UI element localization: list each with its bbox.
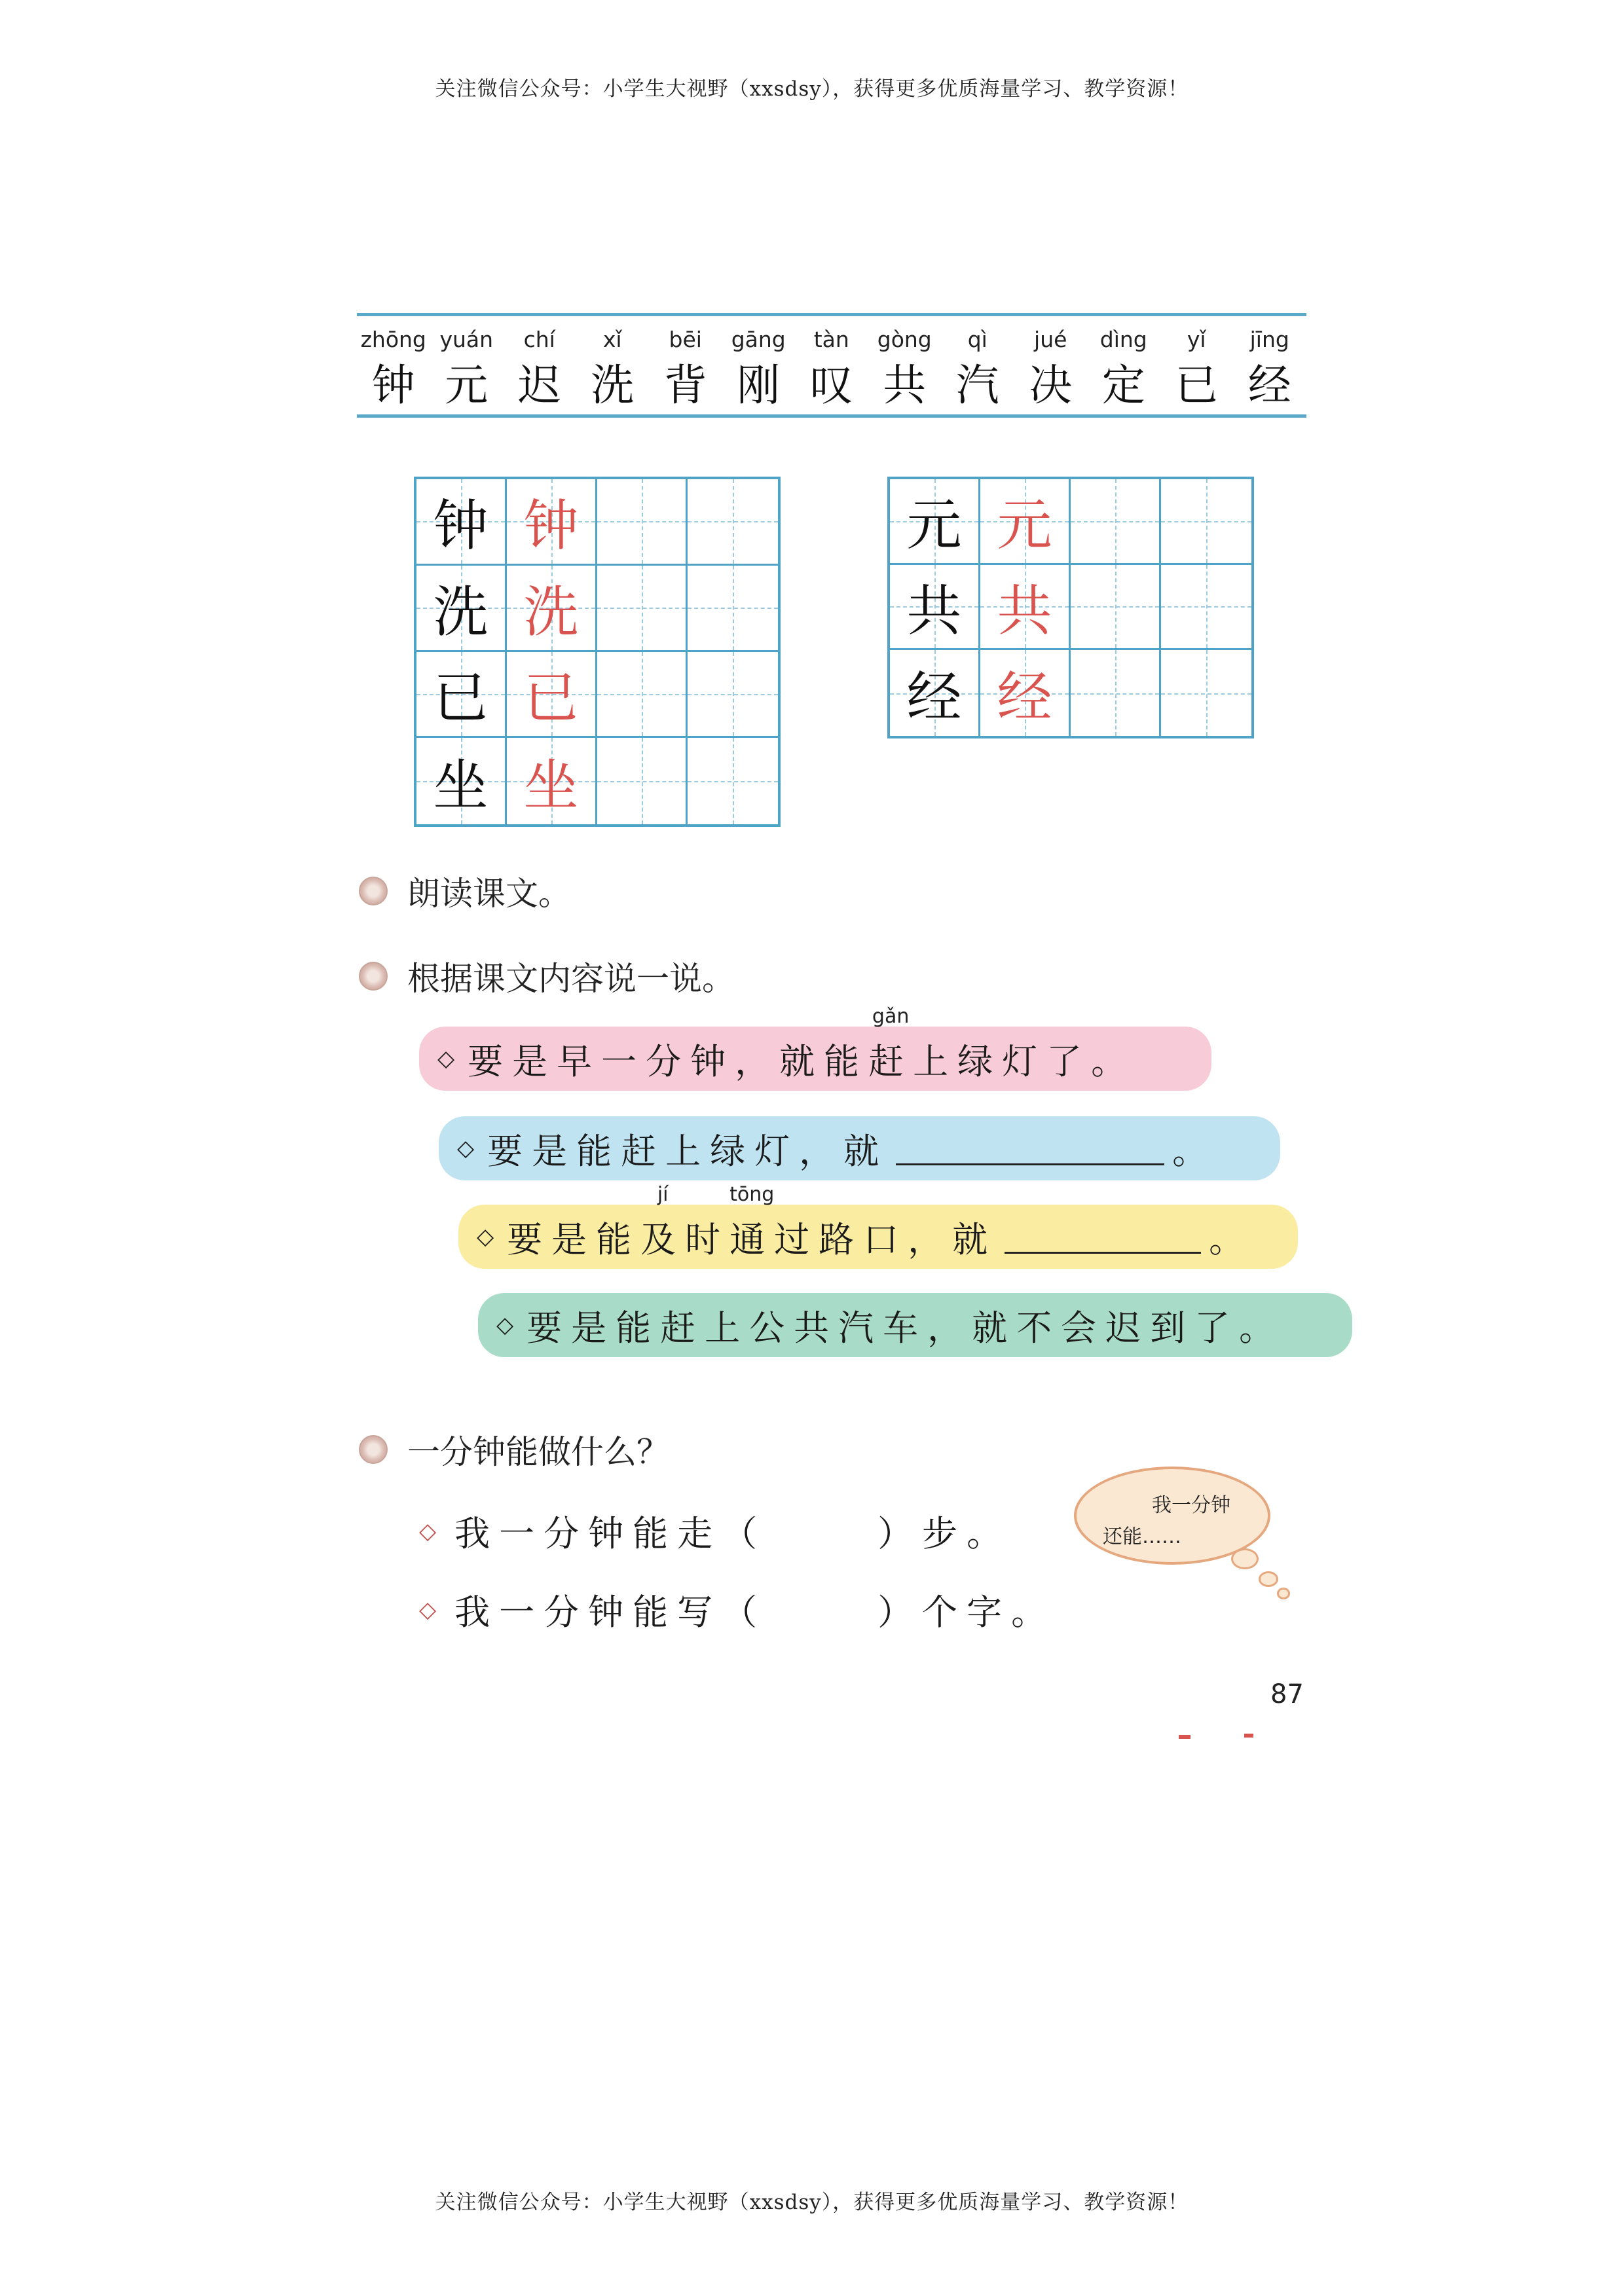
- grid-char-cell: [890, 650, 980, 736]
- band-text: 要是能: [507, 1218, 641, 1260]
- trace-char: 坐: [523, 753, 579, 818]
- model-char: 元: [906, 493, 962, 558]
- vocab-item: [868, 316, 942, 414]
- vocab-item: [503, 316, 576, 414]
- item-text: 我一分钟能走（: [454, 1513, 767, 1554]
- ruby-pinyin: gǎn: [872, 1004, 910, 1028]
- red-mark: [1244, 1734, 1253, 1738]
- trace-char: 钟: [523, 493, 579, 558]
- grid-char-cell: [980, 650, 1071, 736]
- bubble-dot: [1231, 1548, 1259, 1569]
- grid-empty-cell[interactable]: [597, 479, 688, 566]
- writing-grid-right: [887, 477, 1254, 738]
- model-char: 钟: [433, 493, 489, 558]
- item-text: ）个字。: [877, 1592, 1056, 1633]
- vocab-row: [357, 316, 1306, 414]
- vocab-item: [1160, 316, 1234, 414]
- vocab-item: [430, 316, 504, 414]
- bubble-dot: [1277, 1588, 1290, 1599]
- vocab-item: [795, 316, 868, 414]
- grid-char-cell: [416, 738, 507, 824]
- band-text: 上绿灯了。: [913, 1040, 1136, 1082]
- vocab-char: 已: [1175, 360, 1219, 410]
- diamond-icon: ◇: [419, 1518, 437, 1544]
- section-one-minute: [359, 1426, 669, 1473]
- writing-grid-left: [414, 477, 781, 827]
- diamond-icon: ◇: [477, 1224, 494, 1250]
- band-text: 要是早一分钟，就能: [468, 1040, 869, 1082]
- trace-char: 经: [997, 665, 1052, 730]
- ruby-char: [729, 1182, 775, 1262]
- vocab-pinyin: gòng: [877, 327, 932, 352]
- model-char: 经: [906, 665, 962, 730]
- band-text: 。: [1209, 1218, 1254, 1260]
- vocab-item: [941, 316, 1014, 414]
- section-talk: [359, 953, 735, 1000]
- section-title: 朗读课文。: [407, 875, 571, 913]
- flower-bullet-icon: [359, 1435, 388, 1464]
- vocab-char: 经: [1247, 360, 1291, 410]
- vocab-char: 元: [445, 360, 489, 410]
- vocab-pinyin: tàn: [813, 327, 849, 352]
- ruby-base: 赶: [868, 1040, 913, 1082]
- grid-empty-cell[interactable]: [597, 652, 688, 738]
- vocab-pinyin: jué: [1034, 327, 1067, 352]
- sentence-band-green: [478, 1293, 1352, 1357]
- vocab-char: 刚: [737, 360, 781, 410]
- vocab-item: [1014, 316, 1088, 414]
- vocab-pinyin: zhōng: [360, 327, 426, 352]
- ruby-pinyin: tōng: [729, 1182, 775, 1206]
- vocab-pinyin: dìng: [1099, 327, 1147, 352]
- ruby-base: 通: [729, 1218, 775, 1260]
- grid-char-cell: [890, 565, 980, 651]
- page-number: 87: [1270, 1679, 1304, 1709]
- ruby-char: [868, 1004, 913, 1084]
- grid-empty-cell[interactable]: [688, 652, 778, 738]
- band-text: 要是能赶上绿灯，就: [487, 1130, 889, 1172]
- vocab-char: 背: [663, 360, 707, 410]
- grid-empty-cell[interactable]: [1161, 565, 1251, 651]
- model-char: 共: [906, 578, 962, 643]
- section-read-aloud: [359, 867, 571, 915]
- model-char: 已: [433, 666, 489, 731]
- bubble-line-1: 我一分钟: [1152, 1494, 1230, 1517]
- grid-char-cell: [416, 479, 507, 566]
- trace-char: 共: [997, 578, 1052, 643]
- grid-empty-cell[interactable]: [688, 738, 778, 824]
- vocab-char: 迟: [517, 360, 561, 410]
- section-title: 根据课文内容说一说。: [407, 960, 735, 998]
- section-title: 一分钟能做什么？: [407, 1433, 669, 1471]
- diamond-icon: ◇: [419, 1596, 437, 1623]
- vocab-char: 决: [1029, 360, 1073, 410]
- band-text: 过路口，就: [774, 1218, 997, 1260]
- band-text: 要是能赶上公共汽车，就不会迟到了。: [526, 1307, 1284, 1349]
- vocab-pinyin: bēi: [669, 327, 702, 352]
- diamond-icon: ◇: [457, 1135, 475, 1161]
- grid-char-cell: [890, 479, 980, 565]
- watermark-top: 关注微信公众号：小学生大视野（xxsdsy），获得更多优质海量学习、教学资源！: [435, 77, 1189, 101]
- band-text: 。: [1172, 1130, 1217, 1172]
- diamond-icon: ◇: [496, 1312, 514, 1338]
- vocab-item: [576, 316, 650, 414]
- grid-empty-cell[interactable]: [688, 566, 778, 652]
- sentence-band-blue: [439, 1116, 1280, 1180]
- vocab-char: 钟: [371, 360, 415, 410]
- item-text: ）步。: [877, 1513, 1012, 1554]
- vocab-char: 汽: [955, 360, 999, 410]
- flower-bullet-icon: [359, 962, 388, 991]
- grid-char-cell: [416, 566, 507, 652]
- fill-blank[interactable]: [1005, 1220, 1201, 1254]
- vocab-pinyin: gāng: [731, 327, 786, 352]
- ruby-base: 及: [640, 1218, 686, 1260]
- item-text: 我一分钟能写（: [454, 1592, 767, 1633]
- vocab-pinyin: yuán: [439, 327, 494, 352]
- vocab-char: 洗: [591, 360, 635, 410]
- vocab-item: [1233, 316, 1306, 414]
- vocab-pinyin: chí: [523, 327, 555, 352]
- vocab-pinyin: xǐ: [602, 327, 622, 352]
- vocab-char: 定: [1101, 360, 1145, 410]
- vocab-char: 叹: [809, 360, 853, 410]
- grid-char-cell: [980, 479, 1071, 565]
- vocab-item: [357, 316, 430, 414]
- sentence-band-pink: [419, 1004, 1211, 1091]
- band-text: 时: [685, 1218, 730, 1260]
- grid-empty-cell[interactable]: [1071, 479, 1161, 565]
- ruby-pinyin: jí: [657, 1182, 669, 1206]
- vocab-char: 共: [883, 360, 927, 410]
- model-char: 坐: [433, 753, 489, 818]
- vocab-strip: [357, 313, 1306, 418]
- diamond-icon: ◇: [437, 1046, 455, 1072]
- minute-item-write: [419, 1584, 1056, 1635]
- trace-char: 元: [997, 493, 1052, 558]
- vocab-item: [1087, 316, 1160, 414]
- watermark-bottom: 关注微信公众号：小学生大视野（xxsdsy），获得更多优质海量学习、教学资源！: [435, 2191, 1189, 2214]
- grid-char-cell: [416, 652, 507, 738]
- grid-empty-cell[interactable]: [1071, 565, 1161, 651]
- trace-char: 已: [523, 666, 579, 731]
- ruby-char: [640, 1182, 686, 1262]
- red-mark: [1179, 1735, 1190, 1739]
- grid-char-cell: [507, 738, 597, 824]
- grid-empty-cell[interactable]: [1161, 479, 1251, 565]
- vocab-pinyin: jīng: [1249, 327, 1289, 352]
- trace-char: 洗: [523, 579, 579, 644]
- grid-empty-cell[interactable]: [688, 479, 778, 566]
- bubble-dot: [1259, 1571, 1278, 1587]
- vocab-pinyin: yǐ: [1187, 327, 1206, 352]
- bubble-line-2: 还能……: [1103, 1525, 1181, 1548]
- grid-char-cell: [507, 566, 597, 652]
- grid-empty-cell[interactable]: [597, 738, 688, 824]
- vocab-item: [722, 316, 796, 414]
- vocab-item: [649, 316, 722, 414]
- grid-empty-cell[interactable]: [1071, 650, 1161, 736]
- grid-char-cell: [980, 565, 1071, 651]
- flower-bullet-icon: [359, 877, 388, 905]
- grid-char-cell: [507, 479, 597, 566]
- minute-item-walk: [419, 1506, 1011, 1556]
- fill-blank[interactable]: [896, 1132, 1164, 1165]
- vocab-pinyin: qì: [967, 327, 987, 352]
- model-char: 洗: [433, 579, 489, 644]
- grid-empty-cell[interactable]: [597, 566, 688, 652]
- sentence-band-yellow: [458, 1182, 1298, 1269]
- grid-char-cell: [507, 652, 597, 738]
- grid-empty-cell[interactable]: [1161, 650, 1251, 736]
